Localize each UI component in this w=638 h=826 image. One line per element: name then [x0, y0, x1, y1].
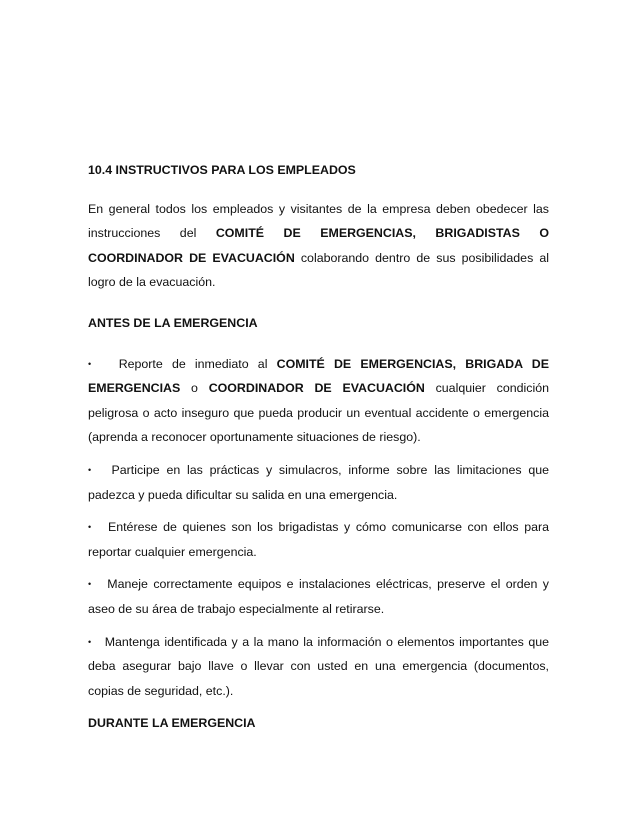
bullet-item-1	[88, 352, 549, 450]
section-title: 10.4 INSTRUCTIVOS PARA LOS EMPLEADOS	[88, 163, 356, 177]
intro-bold-1: COMITÉ DE EMERGENCIAS, BRIGADISTAS O COORDINADOR DE EVACUACIÓN	[88, 226, 549, 265]
bullet-1-text-3: cualquier condición peligrosa o acto inseguro que pueda producir un eventual accidente o emergencia (aprenda a reconocer oportunamente situaciones de riesgo).	[88, 381, 549, 445]
intro-text-1: En general todos los empleados y visitantes de la empresa deben obedecer las instrucciones del	[88, 201, 549, 241]
bullet-4-text: Maneje correctamente equipos e instalaciones eléctricas, preserve el orden y aseo de su área de trabajo especialmente al retirarse.	[88, 577, 549, 616]
bullet-item-5	[88, 630, 549, 704]
bullet-1-text-1: Reporte de inmediato al	[118, 356, 277, 371]
intro-text-2: colaborando dentro de sus posibilidades al logro de la evacuación.	[88, 250, 549, 290]
bullet-1-bold-2: COORDINADOR DE EVACUACIÓN	[208, 381, 425, 396]
bullet-icon: •	[88, 636, 92, 647]
bullet-5-text: Mantenga identificada y a la mano la información o elementos importantes que deba asegurar bajo llave o llevar con usted en una emergencia (documentos, copias de seguridad, etc.).	[88, 634, 549, 698]
bullet-2-text: Participe en las prácticas y simulacros, informe sobre las limitaciones que padezca y pueda dificultar su salida en una emergencia.	[88, 462, 549, 502]
bullet-3-text: Entérese de quienes son los brigadistas y cómo comunicarse con ellos para reportar cualquier emergencia.	[88, 520, 550, 559]
bullet-item-4	[88, 572, 549, 621]
bullet-icon: •	[88, 464, 92, 475]
bullet-icon: •	[88, 522, 92, 533]
bullet-item-2	[88, 458, 549, 507]
durante-heading: DURANTE LA EMERGENCIA	[88, 716, 256, 731]
document-body	[88, 158, 549, 736]
antes-heading: ANTES DE LA EMERGENCIA	[88, 315, 258, 330]
bullet-item-3	[88, 515, 549, 564]
bullet-1-text-2: o	[180, 381, 209, 396]
bullet-1-bold-1: COMITÉ DE EMERGENCIAS, BRIGADA DE EMERGENCIAS	[88, 356, 549, 396]
bullet-icon: •	[88, 358, 92, 369]
bullet-icon: •	[88, 579, 92, 590]
intro-paragraph	[88, 197, 549, 295]
